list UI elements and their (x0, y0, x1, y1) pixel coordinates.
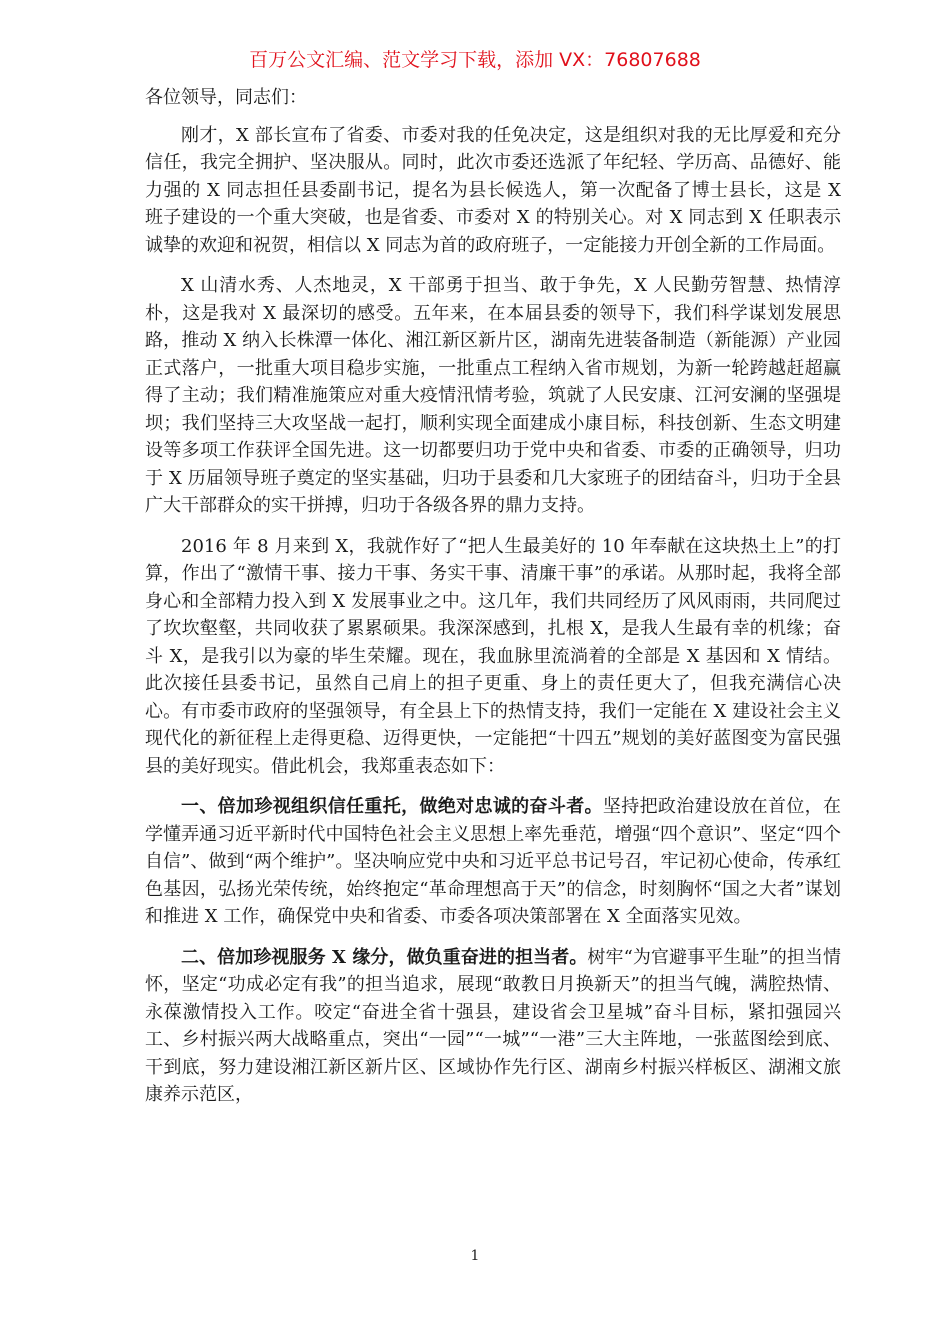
paragraph-achievements: X 山清水秀、人杰地灵，X 干部勇于担当、敢于争先，X 人民勤劳智慧、热情淳朴，这是我对 X 最深切的感受。五年来，在本届县委的领导下，我们科学谋划发展思路，推动 X 纳入长株潭一体化、湘江新区新片区，湖南先进装备制造（新能源）产业园正式落户，一批重大项目稳步实施，一批重点工程纳入省市规划，为新一轮跨越赶超赢得了主动；我们精准施策应对重大疫情汛情考验，筑就了人民安康、江河安澜的坚强堤坝；我们坚持三大攻坚战一起打，顺利实现全面建成小康目标，科技创新、生态文明建设等多项工作获评全国先进。这一切都要归功于党中央和省委、市委的正确领导，归功于 X 历届领导班子奠定的坚实基础，归功于县委和几大家班子的团结奋斗，归功于全县广大干部群众的实干拼搏，归功于各级各界的鼎力支持。 (145, 275, 841, 516)
page-number: 1 (470, 1248, 480, 1264)
point-heading: 二、倍加珍视服务 X 缘分，做负重奋进的担当者。 (181, 946, 588, 968)
download-banner: 百万公文汇编、范文学习下载，添加 VX：76807688 (249, 49, 701, 71)
point-heading: 一、倍加珍视组织信任重托，做绝对忠诚的奋斗者。 (181, 796, 603, 817)
point-body: 坚持把政治建设放在首位，在学懂弄通习近平新时代中国特色社会主义思想上率先垂范，增强“四个意识”、坚定“四个自信”、做到“两个维护”。坚决响应党中央和习近平总书记号召，牢记初心使命，传承红色基因，弘扬光荣传统，始终抱定“革命理想高于天”的信念，时刻胸怀“国之大者”谋划和推进 X 工作，确保党中央和省委、市委各项决策部署在 X 全面落实见效。 (145, 796, 842, 927)
salutation: 各位领导，同志们： (145, 87, 307, 108)
point-loyalty (145, 793, 841, 931)
point-responsibility (145, 944, 841, 1109)
paragraph-commitment: 2016 年 8 月来到 X，我就作好了“把人生最美好的 10 年奉献在这块热土上”的打算，作出了“激情干事、接力干事、务实干事、清廉干事”的承诺。从那时起，我将全部身心和全部精力投入到 X 发展事业之中。这几年，我们共同经历了风风雨雨，共同爬过了坎坎壑壑，共同收获了累累硕果。我深深感到，扎根 X，是我人生最有幸的机缘；奋斗 X，是我引以为豪的毕生荣耀。现在，我血脉里流淌着的全部是 X 基因和 X 情结。此次接任县委书记，虽然自己肩上的担子更重、身上的责任更大了，但我充满信心决心。有市委市政府的坚强领导，有全县上下的热情支持，我们一定能在 X 建设社会主义现代化的新征程上走得更稳、迈得更快，一定能把“十四五”规划的美好蓝图变为富民强县的美好现实。借此机会，我郑重表态如下： (145, 535, 841, 777)
point-body: 树牢“为官避事平生耻”的担当情怀，坚定“功成必定有我”的担当追求，展现“敢教日月换新天”的担当气魄，满腔热情、永葆激情投入工作。咬定“奋进全省十强县，建设省会卫星城”奋斗目标，紧扣强园兴工、乡村振兴两大战略重点，突出“一园”“一城”“一港”三大主阵地，一张蓝图绘到底、干到底，努力建设湘江新区新片区、区域协作先行区、湖南乡村振兴样板区、湖湘文旅康养示范区， (145, 946, 841, 1105)
document-body (145, 84, 841, 1122)
paragraph-appointment: 刚才，X 部长宣布了省委、市委对我的任免决定，这是组织对我的无比厚爱和充分信任，我完全拥护、坚决服从。同时，此次市委还选派了年纪轻、学历高、品德好、能力强的 X 同志担任县委副书记，提名为县长候选人，第一次配备了博士县长，这是 X 班子建设的一个重大突破，也是省委、市委对 X 的特别关心。对 X 同志到 X 任职表示诚挚的欢迎和祝贺，相信以 X 同志为首的政府班子，一定能接力开创全新的工作局面。 (145, 124, 841, 256)
